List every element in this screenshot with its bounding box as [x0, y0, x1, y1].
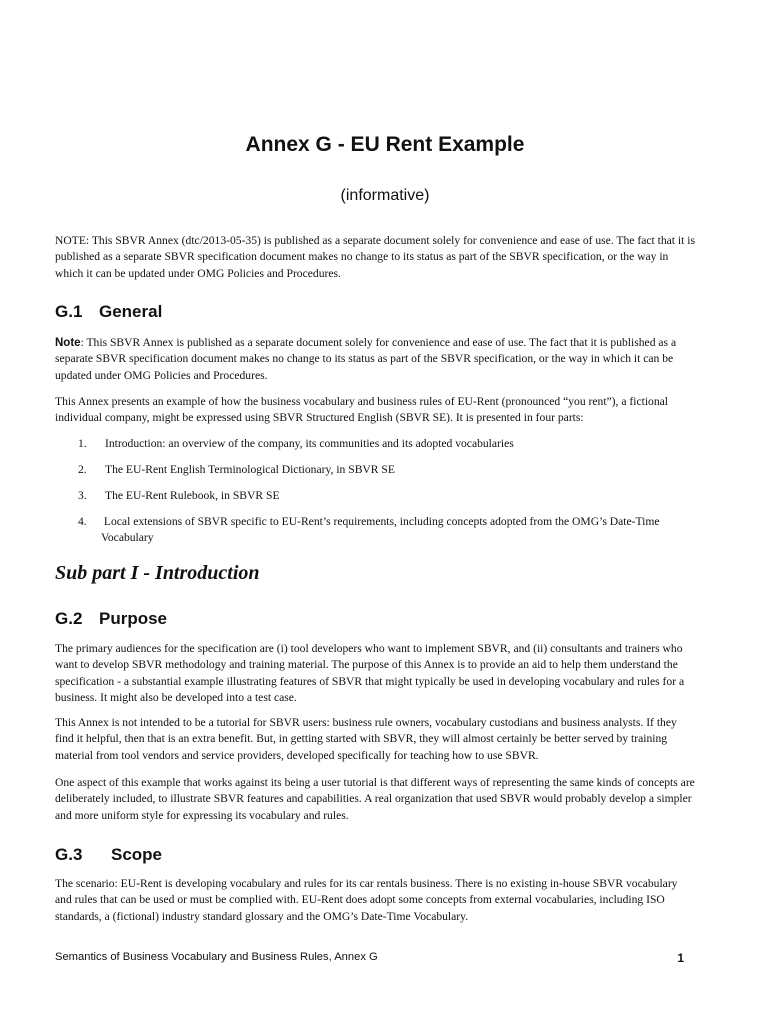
note-label: Note: [55, 337, 81, 349]
list-number: 1.: [78, 437, 87, 450]
list-item: [78, 514, 701, 547]
list-text: Local extensions of SBVR specific to EU-Rent’s requirements, including concepts adopted from the OMG’s Date-Time Vocabulary: [101, 515, 660, 545]
section-title: Scope: [111, 845, 163, 864]
list-text: The EU-Rent Rulebook, in SBVR SE: [105, 489, 280, 502]
g1-intro: This Annex presents an example of how the business vocabulary and business rules of EU-Rent (pronounced “you rent”), a fictional individual company, might be expressed using SBVR Structured English (SBVR SE). It is presented in four parts:: [55, 395, 669, 425]
section-heading-g1: [55, 302, 162, 322]
list-number: 2.: [78, 463, 87, 476]
list-item: [78, 436, 694, 452]
footer-title: Semantics of Business Vocabulary and Business Rules, Annex G: [55, 951, 378, 963]
section-number: G.3: [55, 845, 83, 864]
list-number: 4.: [78, 515, 87, 528]
g2-paragraph-2: This Annex is not intended to be a tutorial for SBVR users: business rule owners, vocabulary custodians and business analysts. If they find it helpful, then that is an extra benefit. But, in getting started with SBVR, they will almost certainly be better served by training material from tool vendors and service providers, developed specifically for teaching how to use SBVR.: [55, 716, 677, 762]
list-number: 3.: [78, 489, 87, 502]
g1-note: [55, 335, 695, 384]
top-note: NOTE: This SBVR Annex (dtc/2013-05-35) is published as a separate document solely for convenience and ease of use. The fact that it is published as a separate SBVR specification document makes no change to its status as part of the SBVR specification, or the way in which it can be updated under OMG Policies and Procedures.: [55, 234, 695, 280]
g2-paragraph-3: One aspect of this example that works against its being a user tutorial is that different ways of representing the same kinds of concepts are deliberately included, to illustrate SBVR features and capabilities. A real organization that used SBVR would probably develop a simpler and more uniform style for expressing its vocabulary and rules.: [55, 776, 695, 822]
list-text: The EU-Rent English Terminological Dictionary, in SBVR SE: [105, 463, 395, 476]
section-number: G.1: [55, 302, 83, 321]
g2-paragraph-1: The primary audiences for the specification are (i) tool developers who want to implement SBVR, and (ii) consultants and trainers who want to develop SBVR methodology and training material. The purpose of this Annex is to provide an aid to help them understand the specification - a substantial example illustrating features of SBVR that might typically be used in developing vocabulary and rules for a business. It might also be developed into a test case.: [55, 642, 685, 705]
list-item: [78, 488, 694, 504]
list-text: Introduction: an overview of the company, its communities and its adopted vocabularies: [105, 437, 514, 450]
list-item: [78, 462, 694, 478]
section-title: General: [99, 302, 163, 321]
section-title: Purpose: [99, 609, 168, 628]
section-heading-g2: [55, 609, 167, 629]
section-heading-g3: [55, 845, 162, 865]
page-subtitle: (informative): [340, 187, 430, 204]
section-number: G.2: [55, 609, 83, 628]
page-number: 1: [677, 951, 684, 965]
g3-paragraph-1: The scenario: EU-Rent is developing vocabulary and rules for its car rentals business. There is no existing in-house SBVR vocabulary and rules that can be used or must be complied with. EU-Rent does adopt some concepts from external vocabularies, including ISO standards, a (fictional) industry standard glossary and the OMG’s Date-Time Vocabulary.: [55, 877, 678, 923]
subpart-heading: Sub part I - Introduction: [55, 562, 260, 584]
page-title: Annex G - EU Rent Example: [245, 133, 525, 156]
note-text: : This SBVR Annex is published as a separate document solely for convenience and ease of use. The fact that it is published as a separate SBVR specification document makes no change to its status as part of the SBVR specification, or the way in which it can be updated under OMG Policies and Procedures.: [55, 336, 677, 382]
